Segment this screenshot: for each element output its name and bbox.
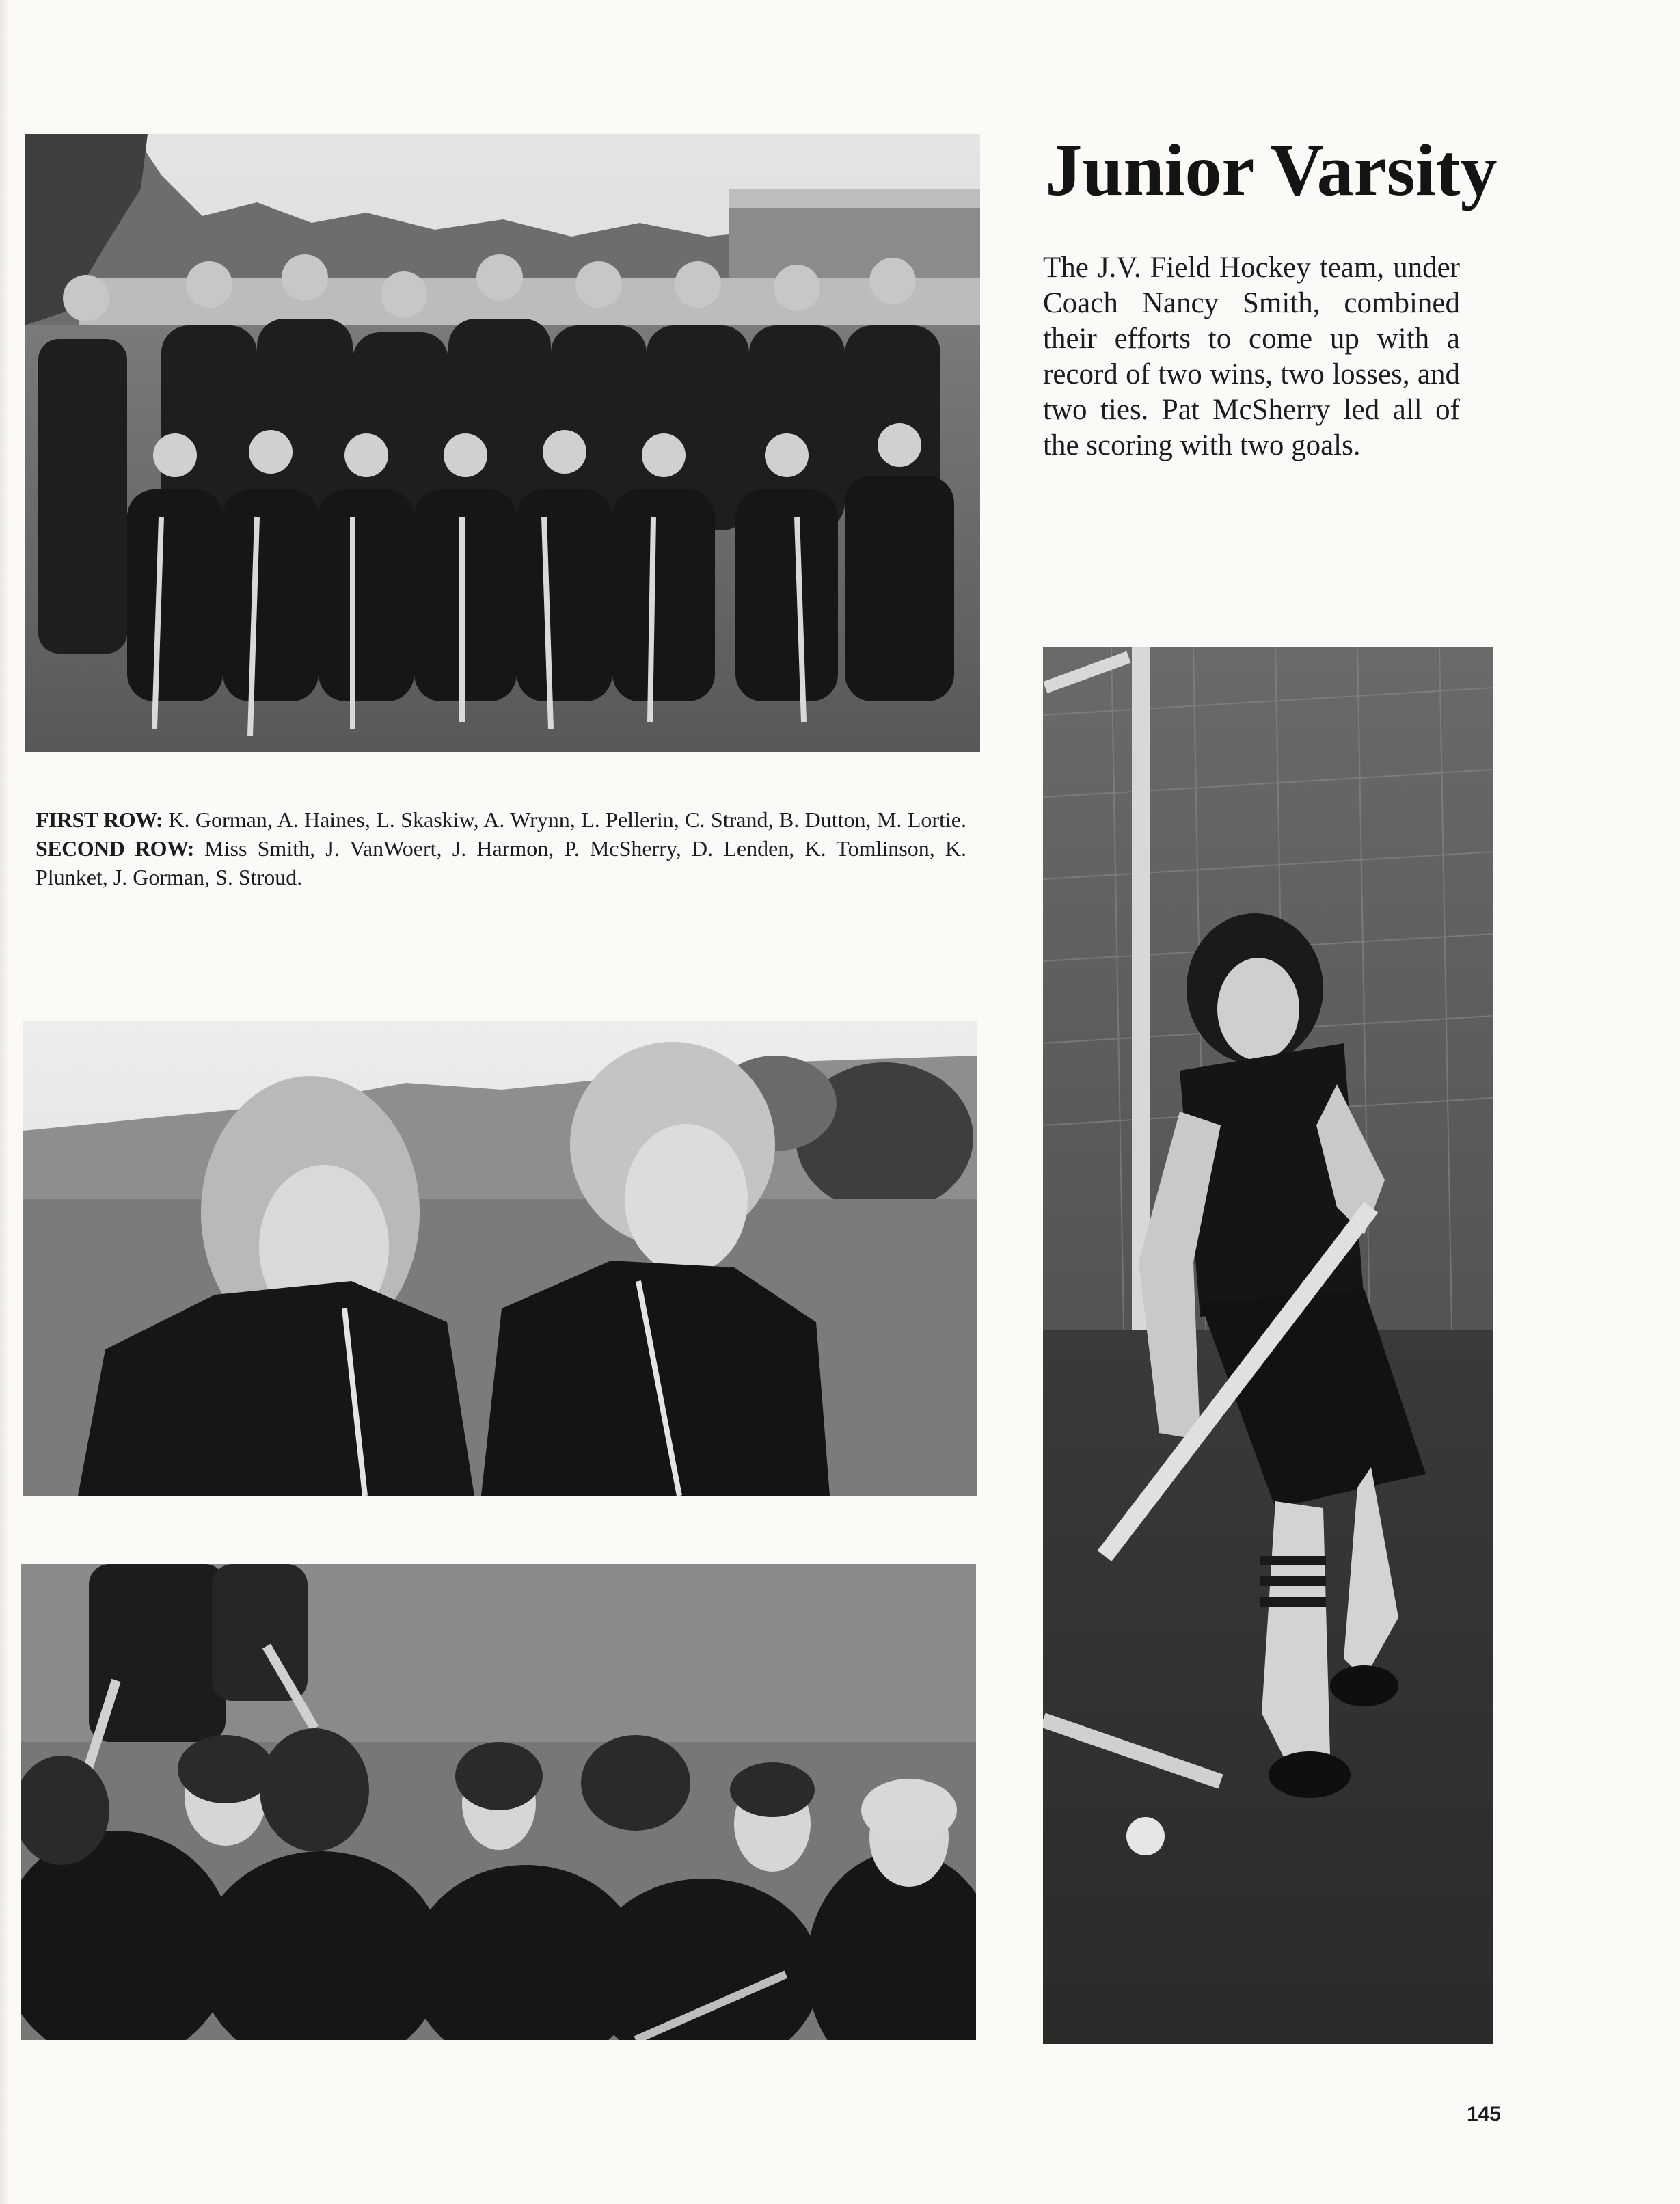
first-row-label: FIRST ROW:	[36, 807, 163, 832]
action-photo	[1043, 647, 1493, 2044]
portrait-photo	[23, 1021, 977, 1496]
bench-photo	[21, 1564, 976, 2040]
page-edge-shadow	[0, 0, 10, 2204]
second-row-names: Miss Smith, J. VanWoert, J. Harmon, P. McSherry, D. Lenden, K. Tomlinson, K. Plunket, J. Gorman, S. Stroud.	[36, 836, 967, 889]
team-group-photo	[25, 134, 980, 752]
team-photo-caption	[36, 805, 966, 891]
first-row-names: K. Gorman, A. Haines, L. Skaskiw, A. Wrynn, L. Pellerin, C. Strand, B. Dutton, M. Lortie.	[162, 807, 967, 832]
page-number: 145	[1466, 2103, 1501, 2125]
second-row-label: SECOND ROW:	[36, 836, 194, 861]
page-title: Junior Varsity	[1045, 130, 1498, 211]
intro-paragraph: The J.V. Field Hockey team, under Coach Nancy Smith, combined their efforts to come up with a record of two wins, two losses, and two ties. Pat McSherry led all of the scoring with two goals.	[1043, 252, 1460, 461]
